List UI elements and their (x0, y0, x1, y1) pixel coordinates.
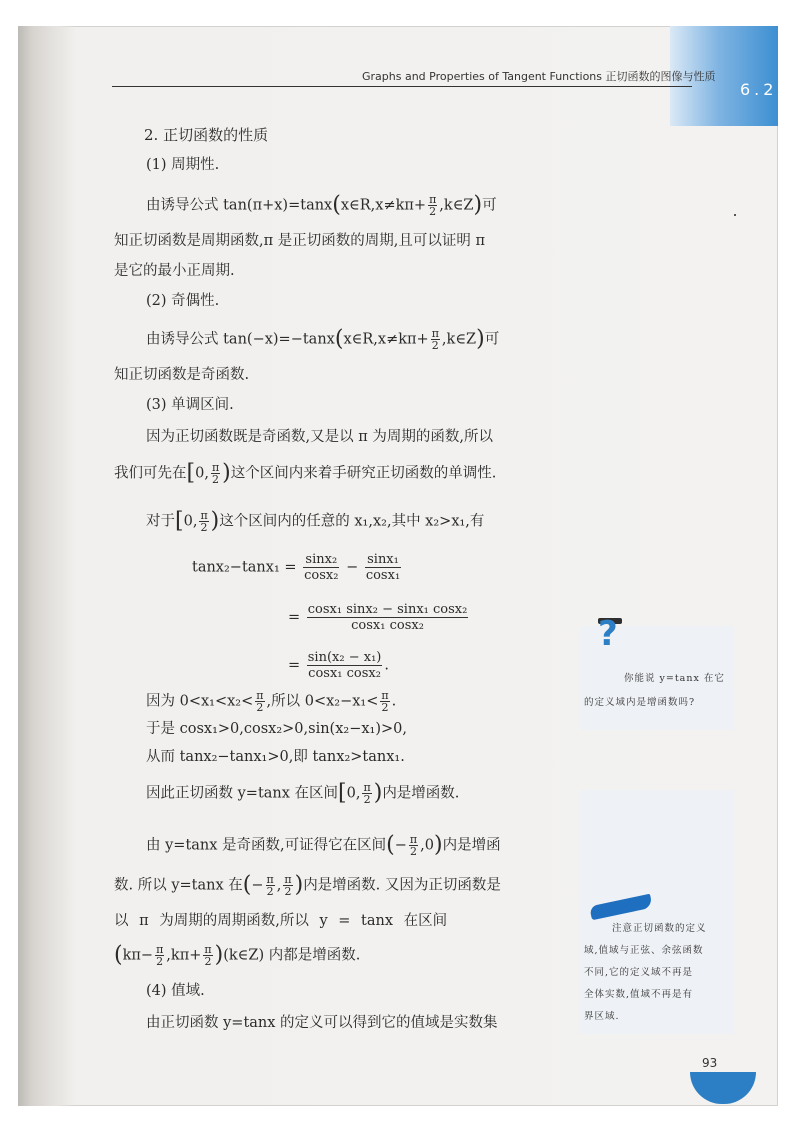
text-line: 数. 所以 y=tanx 在(− $\frac{\pi}{2}$ , $\frac{\pi}{2}$ )内是增函数. 又因为正切函数是 (114, 872, 501, 898)
book-page (18, 26, 778, 1106)
subheading-monotonic: (3) 单调区间. (146, 397, 234, 413)
running-header: Graphs and Properties of Tangent Functions 正切函数的图像与性质 (362, 70, 716, 83)
sidebar-question: 你能说 y=tanx 在它 (624, 673, 725, 684)
section-heading: 2. 正切函数的性质 (144, 126, 269, 144)
equation-line: = $\frac{\text{sin(x₂ − x₁)}}{\text{cosx₁ cosx₂}}$ . (288, 650, 389, 681)
question-mark-icon: ? (598, 614, 618, 654)
equation-line: = $\frac{\text{cosx₁ sinx₂ − sinx₁ cosx₂}}{\text{cosx₁ cosx₂}}$ (288, 602, 468, 633)
equation-line: tanx₂−tanx₁ = $\frac{\text{sinx₂}}{\text{cosx₂}}$ − $\frac{\text{sinx₁}}{\text{cosx₁}}$ (192, 552, 401, 583)
text-line: (kπ− $\frac{\pi}{2}$ ,kπ+ $\frac{\pi}{2}$ )(k∈Z) 内都是增函数. (114, 942, 361, 968)
subheading-parity: (2) 奇偶性. (146, 293, 220, 309)
text-line: 由 y=tanx 是奇函数,可证得它在区间(− $\frac{\pi}{2}$ ,0)内是增函 (146, 832, 501, 858)
sidebar-note: 界区域. (584, 1011, 620, 1022)
text-line: 由诱导公式 tan(−x)=−tanx(x∈R,x≠kπ+ $\frac{\pi}{2}$ ,k∈Z)可 (146, 326, 500, 352)
text-line: 于是 cosx₁>0,cosx₂>0,sin(x₂−x₁)>0, (146, 721, 407, 737)
text-line: 从而 tanx₂−tanx₁>0,即 tanx₂>tanx₁. (146, 749, 405, 765)
section-number: 6.2 (740, 80, 778, 99)
sidebar-note: 不同,它的定义域不再是 (584, 967, 694, 978)
subheading-range: (4) 值域. (146, 983, 205, 999)
header-rule (112, 86, 692, 87)
text-line: 由正切函数 y=tanx 的定义可以得到它的值域是实数集 (146, 1015, 498, 1031)
page-number: 93 (702, 1056, 718, 1070)
text-line: 因此正切函数 y=tanx 在区间[0, $\frac{\pi}{2}$ )内是增函数. (146, 780, 460, 806)
text-line: 以 π 为周期的周期函数,所以 y = tanx 在区间 (114, 913, 448, 929)
page-badge (690, 1072, 756, 1104)
text-line: 知正切函数是周期函数,π 是正切函数的周期,且可以证明 π (114, 233, 485, 249)
text-line: 对于[0, $\frac{\pi}{2}$ )这个区间内的任意的 x₁,x₂,其中 x₂>x₁,有 (146, 508, 485, 534)
text-line: 因为正切函数既是奇函数,又是以 π 为周期的函数,所以 (146, 429, 493, 445)
sidebar-question: 的定义域内是增函数吗? (584, 697, 696, 708)
text-line: 是它的最小正周期. (114, 263, 235, 279)
text-line: 我们可先在[0, $\frac{\pi}{2}$ )这个区间内来着手研究正切函数的单调性. (114, 460, 497, 486)
subheading-periodicity: (1) 周期性. (146, 157, 220, 173)
text-line: 因为 0<x₁<x₂< $\frac{\pi}{2}$ ,所以 0<x₂−x₁< $\frac{\pi}{2}$ . (146, 689, 397, 714)
margin-mark (734, 214, 736, 216)
sidebar-note: 注意正切函数的定义 (612, 923, 707, 934)
text-line: 由诱导公式 tan(π+x)=tanx(x∈R,x≠kπ+ $\frac{\pi}{2}$ ,k∈Z)可 (146, 192, 497, 218)
sidebar-note: 域,值域与正弦、余弦函数 (584, 945, 704, 956)
sidebar-note: 全体实数,值域不再是有 (584, 989, 694, 1000)
text-line: 知正切函数是奇函数. (114, 367, 250, 383)
book-spine-shadow (18, 26, 76, 1106)
